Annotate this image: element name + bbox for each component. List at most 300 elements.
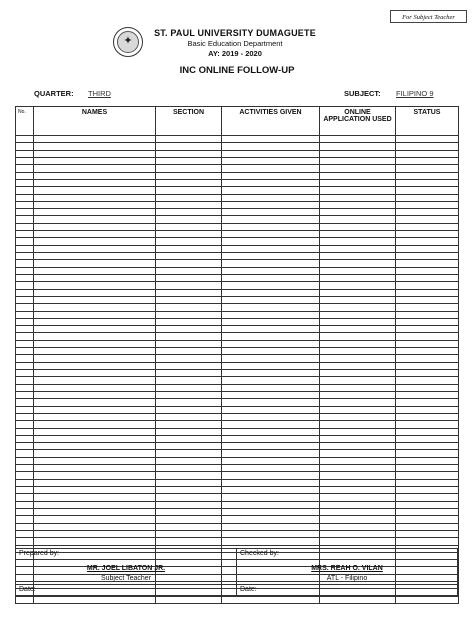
table-cell[interactable] xyxy=(222,136,320,143)
table-cell[interactable] xyxy=(34,216,156,223)
table-cell[interactable] xyxy=(156,172,222,179)
table-cell[interactable] xyxy=(320,516,396,523)
table-cell[interactable] xyxy=(34,406,156,413)
table-cell[interactable] xyxy=(396,253,459,260)
table-cell[interactable] xyxy=(320,487,396,494)
table-cell[interactable] xyxy=(16,370,34,377)
table-cell[interactable] xyxy=(156,355,222,362)
table-cell[interactable] xyxy=(16,516,34,523)
table-cell[interactable] xyxy=(320,399,396,406)
table-cell[interactable] xyxy=(16,362,34,369)
table-cell[interactable] xyxy=(156,304,222,311)
table-cell[interactable] xyxy=(16,318,34,325)
table-cell[interactable] xyxy=(320,421,396,428)
table-cell[interactable] xyxy=(156,201,222,208)
table-cell[interactable] xyxy=(320,260,396,267)
table-cell[interactable] xyxy=(222,253,320,260)
table-cell[interactable] xyxy=(16,596,34,603)
table-cell[interactable] xyxy=(156,479,222,486)
table-cell[interactable] xyxy=(156,143,222,150)
table-cell[interactable] xyxy=(34,465,156,472)
table-cell[interactable] xyxy=(222,377,320,384)
table-cell[interactable] xyxy=(222,179,320,186)
table-cell[interactable] xyxy=(222,245,320,252)
table-cell[interactable] xyxy=(320,311,396,318)
table-cell[interactable] xyxy=(396,362,459,369)
table-cell[interactable] xyxy=(34,377,156,384)
table-cell[interactable] xyxy=(396,487,459,494)
table-cell[interactable] xyxy=(34,318,156,325)
table-cell[interactable] xyxy=(16,223,34,230)
table-cell[interactable] xyxy=(396,384,459,391)
table-cell[interactable] xyxy=(396,340,459,347)
table-cell[interactable] xyxy=(34,508,156,515)
table-cell[interactable] xyxy=(16,172,34,179)
table-cell[interactable] xyxy=(320,450,396,457)
table-cell[interactable] xyxy=(34,370,156,377)
table-cell[interactable] xyxy=(320,194,396,201)
table-cell[interactable] xyxy=(156,311,222,318)
table-cell[interactable] xyxy=(222,238,320,245)
table-cell[interactable] xyxy=(34,253,156,260)
table-cell[interactable] xyxy=(34,179,156,186)
table-cell[interactable] xyxy=(156,267,222,274)
table-cell[interactable] xyxy=(320,435,396,442)
table-cell[interactable] xyxy=(222,267,320,274)
table-cell[interactable] xyxy=(34,333,156,340)
table-cell[interactable] xyxy=(320,370,396,377)
table-cell[interactable] xyxy=(396,274,459,281)
table-cell[interactable] xyxy=(222,391,320,398)
table-cell[interactable] xyxy=(16,282,34,289)
table-cell[interactable] xyxy=(222,413,320,420)
table-cell[interactable] xyxy=(222,406,320,413)
table-cell[interactable] xyxy=(156,523,222,530)
table-cell[interactable] xyxy=(34,472,156,479)
table-cell[interactable] xyxy=(222,479,320,486)
table-cell[interactable] xyxy=(156,421,222,428)
table-cell[interactable] xyxy=(320,231,396,238)
table-cell[interactable] xyxy=(156,450,222,457)
table-cell[interactable] xyxy=(156,494,222,501)
table-cell[interactable] xyxy=(16,406,34,413)
table-cell[interactable] xyxy=(16,231,34,238)
table-cell[interactable] xyxy=(16,421,34,428)
table-cell[interactable] xyxy=(16,194,34,201)
table-cell[interactable] xyxy=(156,370,222,377)
table-cell[interactable] xyxy=(34,450,156,457)
table-cell[interactable] xyxy=(16,508,34,515)
table-cell[interactable] xyxy=(156,289,222,296)
table-cell[interactable] xyxy=(34,238,156,245)
table-cell[interactable] xyxy=(222,523,320,530)
table-cell[interactable] xyxy=(156,157,222,164)
table-cell[interactable] xyxy=(16,274,34,281)
table-cell[interactable] xyxy=(34,165,156,172)
table-cell[interactable] xyxy=(320,443,396,450)
table-cell[interactable] xyxy=(396,326,459,333)
table-cell[interactable] xyxy=(320,326,396,333)
table-cell[interactable] xyxy=(396,143,459,150)
table-cell[interactable] xyxy=(320,318,396,325)
table-cell[interactable] xyxy=(320,596,396,603)
table-cell[interactable] xyxy=(156,326,222,333)
table-cell[interactable] xyxy=(156,428,222,435)
table-cell[interactable] xyxy=(396,172,459,179)
table-cell[interactable] xyxy=(222,194,320,201)
table-cell[interactable] xyxy=(16,238,34,245)
table-cell[interactable] xyxy=(320,377,396,384)
table-cell[interactable] xyxy=(34,523,156,530)
table-cell[interactable] xyxy=(320,479,396,486)
table-cell[interactable] xyxy=(156,282,222,289)
table-cell[interactable] xyxy=(320,179,396,186)
table-cell[interactable] xyxy=(320,289,396,296)
table-cell[interactable] xyxy=(222,421,320,428)
table-cell[interactable] xyxy=(16,304,34,311)
table-cell[interactable] xyxy=(156,150,222,157)
table-cell[interactable] xyxy=(222,157,320,164)
table-cell[interactable] xyxy=(320,165,396,172)
table-cell[interactable] xyxy=(156,216,222,223)
table-cell[interactable] xyxy=(222,209,320,216)
table-cell[interactable] xyxy=(156,231,222,238)
table-cell[interactable] xyxy=(156,538,222,545)
table-cell[interactable] xyxy=(222,399,320,406)
table-cell[interactable] xyxy=(34,538,156,545)
table-cell[interactable] xyxy=(222,355,320,362)
table-cell[interactable] xyxy=(16,399,34,406)
table-cell[interactable] xyxy=(396,231,459,238)
table-cell[interactable] xyxy=(222,530,320,537)
table-cell[interactable] xyxy=(222,428,320,435)
table-cell[interactable] xyxy=(156,165,222,172)
table-cell[interactable] xyxy=(222,296,320,303)
table-cell[interactable] xyxy=(16,245,34,252)
table-cell[interactable] xyxy=(320,508,396,515)
table-cell[interactable] xyxy=(320,457,396,464)
table-cell[interactable] xyxy=(34,245,156,252)
table-cell[interactable] xyxy=(222,187,320,194)
table-cell[interactable] xyxy=(16,501,34,508)
table-cell[interactable] xyxy=(396,494,459,501)
table-cell[interactable] xyxy=(16,494,34,501)
table-cell[interactable] xyxy=(156,362,222,369)
table-cell[interactable] xyxy=(396,596,459,603)
table-cell[interactable] xyxy=(222,362,320,369)
table-cell[interactable] xyxy=(34,136,156,143)
table-cell[interactable] xyxy=(156,296,222,303)
table-cell[interactable] xyxy=(222,333,320,340)
table-cell[interactable] xyxy=(34,209,156,216)
table-cell[interactable] xyxy=(222,304,320,311)
table-cell[interactable] xyxy=(222,508,320,515)
table-cell[interactable] xyxy=(396,333,459,340)
table-cell[interactable] xyxy=(396,472,459,479)
table-cell[interactable] xyxy=(156,340,222,347)
table-cell[interactable] xyxy=(16,443,34,450)
table-cell[interactable] xyxy=(396,223,459,230)
table-cell[interactable] xyxy=(396,150,459,157)
table-cell[interactable] xyxy=(396,187,459,194)
table-cell[interactable] xyxy=(156,260,222,267)
table-cell[interactable] xyxy=(222,231,320,238)
table-cell[interactable] xyxy=(320,136,396,143)
table-cell[interactable] xyxy=(222,457,320,464)
table-cell[interactable] xyxy=(34,194,156,201)
table-cell[interactable] xyxy=(16,538,34,545)
table-cell[interactable] xyxy=(396,413,459,420)
table-cell[interactable] xyxy=(320,523,396,530)
table-cell[interactable] xyxy=(320,413,396,420)
table-cell[interactable] xyxy=(34,413,156,420)
table-cell[interactable] xyxy=(34,187,156,194)
table-cell[interactable] xyxy=(16,435,34,442)
table-cell[interactable] xyxy=(320,494,396,501)
table-cell[interactable] xyxy=(396,179,459,186)
table-cell[interactable] xyxy=(156,194,222,201)
table-cell[interactable] xyxy=(396,501,459,508)
table-cell[interactable] xyxy=(222,340,320,347)
table-cell[interactable] xyxy=(34,355,156,362)
table-cell[interactable] xyxy=(320,538,396,545)
table-cell[interactable] xyxy=(320,150,396,157)
table-cell[interactable] xyxy=(222,311,320,318)
table-cell[interactable] xyxy=(320,348,396,355)
table-cell[interactable] xyxy=(156,377,222,384)
table-cell[interactable] xyxy=(222,494,320,501)
table-cell[interactable] xyxy=(320,501,396,508)
table-cell[interactable] xyxy=(320,157,396,164)
table-cell[interactable] xyxy=(320,253,396,260)
table-cell[interactable] xyxy=(222,274,320,281)
table-cell[interactable] xyxy=(156,406,222,413)
table-cell[interactable] xyxy=(396,238,459,245)
table-cell[interactable] xyxy=(222,450,320,457)
table-cell[interactable] xyxy=(34,399,156,406)
table-cell[interactable] xyxy=(320,465,396,472)
table-cell[interactable] xyxy=(16,450,34,457)
table-cell[interactable] xyxy=(16,479,34,486)
table-cell[interactable] xyxy=(156,487,222,494)
table-cell[interactable] xyxy=(156,223,222,230)
table-cell[interactable] xyxy=(34,494,156,501)
table-cell[interactable] xyxy=(16,296,34,303)
table-cell[interactable] xyxy=(156,465,222,472)
table-cell[interactable] xyxy=(156,457,222,464)
table-cell[interactable] xyxy=(34,150,156,157)
table-cell[interactable] xyxy=(34,326,156,333)
table-cell[interactable] xyxy=(156,472,222,479)
table-cell[interactable] xyxy=(396,216,459,223)
table-cell[interactable] xyxy=(396,428,459,435)
table-cell[interactable] xyxy=(396,399,459,406)
table-cell[interactable] xyxy=(16,289,34,296)
table-cell[interactable] xyxy=(34,391,156,398)
table-cell[interactable] xyxy=(396,165,459,172)
table-cell[interactable] xyxy=(34,443,156,450)
table-cell[interactable] xyxy=(222,348,320,355)
table-cell[interactable] xyxy=(320,143,396,150)
table-cell[interactable] xyxy=(34,282,156,289)
table-cell[interactable] xyxy=(320,406,396,413)
table-cell[interactable] xyxy=(396,516,459,523)
table-cell[interactable] xyxy=(16,487,34,494)
table-cell[interactable] xyxy=(396,267,459,274)
table-cell[interactable] xyxy=(396,421,459,428)
table-cell[interactable] xyxy=(320,355,396,362)
table-cell[interactable] xyxy=(34,421,156,428)
table-cell[interactable] xyxy=(320,333,396,340)
table-cell[interactable] xyxy=(222,384,320,391)
table-cell[interactable] xyxy=(320,384,396,391)
table-cell[interactable] xyxy=(396,282,459,289)
table-cell[interactable] xyxy=(320,238,396,245)
table-cell[interactable] xyxy=(396,194,459,201)
table-cell[interactable] xyxy=(320,391,396,398)
table-cell[interactable] xyxy=(16,136,34,143)
table-cell[interactable] xyxy=(320,340,396,347)
table-cell[interactable] xyxy=(396,523,459,530)
table-cell[interactable] xyxy=(156,516,222,523)
table-cell[interactable] xyxy=(34,201,156,208)
table-cell[interactable] xyxy=(320,296,396,303)
table-cell[interactable] xyxy=(16,523,34,530)
table-cell[interactable] xyxy=(16,465,34,472)
table-cell[interactable] xyxy=(396,530,459,537)
table-cell[interactable] xyxy=(222,172,320,179)
table-cell[interactable] xyxy=(16,333,34,340)
table-cell[interactable] xyxy=(320,223,396,230)
table-cell[interactable] xyxy=(34,157,156,164)
table-cell[interactable] xyxy=(396,296,459,303)
table-cell[interactable] xyxy=(16,209,34,216)
table-cell[interactable] xyxy=(396,465,459,472)
table-cell[interactable] xyxy=(16,413,34,420)
table-cell[interactable] xyxy=(222,326,320,333)
table-cell[interactable] xyxy=(16,348,34,355)
table-cell[interactable] xyxy=(16,267,34,274)
table-cell[interactable] xyxy=(396,391,459,398)
table-cell[interactable] xyxy=(34,289,156,296)
table-cell[interactable] xyxy=(16,179,34,186)
table-cell[interactable] xyxy=(156,443,222,450)
table-cell[interactable] xyxy=(396,370,459,377)
table-cell[interactable] xyxy=(222,318,320,325)
table-cell[interactable] xyxy=(320,472,396,479)
table-cell[interactable] xyxy=(16,187,34,194)
table-cell[interactable] xyxy=(156,508,222,515)
table-cell[interactable] xyxy=(222,435,320,442)
table-cell[interactable] xyxy=(34,384,156,391)
table-cell[interactable] xyxy=(34,479,156,486)
table-cell[interactable] xyxy=(222,150,320,157)
table-cell[interactable] xyxy=(222,443,320,450)
table-cell[interactable] xyxy=(396,435,459,442)
table-cell[interactable] xyxy=(16,143,34,150)
table-cell[interactable] xyxy=(222,516,320,523)
table-cell[interactable] xyxy=(156,253,222,260)
table-cell[interactable] xyxy=(156,333,222,340)
table-cell[interactable] xyxy=(16,165,34,172)
table-cell[interactable] xyxy=(16,311,34,318)
table-cell[interactable] xyxy=(396,245,459,252)
table-cell[interactable] xyxy=(16,428,34,435)
table-cell[interactable] xyxy=(222,223,320,230)
table-cell[interactable] xyxy=(34,362,156,369)
table-cell[interactable] xyxy=(396,201,459,208)
table-cell[interactable] xyxy=(16,340,34,347)
table-cell[interactable] xyxy=(34,530,156,537)
table-cell[interactable] xyxy=(320,245,396,252)
table-cell[interactable] xyxy=(320,428,396,435)
table-cell[interactable] xyxy=(16,377,34,384)
table-cell[interactable] xyxy=(34,231,156,238)
table-cell[interactable] xyxy=(222,143,320,150)
table-cell[interactable] xyxy=(16,384,34,391)
table-cell[interactable] xyxy=(396,311,459,318)
table-cell[interactable] xyxy=(222,165,320,172)
table-cell[interactable] xyxy=(16,391,34,398)
table-cell[interactable] xyxy=(320,201,396,208)
table-cell[interactable] xyxy=(34,457,156,464)
table-cell[interactable] xyxy=(222,289,320,296)
table-cell[interactable] xyxy=(222,487,320,494)
table-cell[interactable] xyxy=(16,457,34,464)
table-cell[interactable] xyxy=(156,187,222,194)
table-cell[interactable] xyxy=(396,443,459,450)
table-cell[interactable] xyxy=(34,487,156,494)
table-cell[interactable] xyxy=(156,530,222,537)
table-cell[interactable] xyxy=(222,370,320,377)
table-cell[interactable] xyxy=(396,508,459,515)
table-cell[interactable] xyxy=(16,253,34,260)
table-cell[interactable] xyxy=(34,340,156,347)
table-cell[interactable] xyxy=(16,355,34,362)
table-cell[interactable] xyxy=(16,201,34,208)
table-cell[interactable] xyxy=(156,209,222,216)
table-cell[interactable] xyxy=(320,267,396,274)
table-cell[interactable] xyxy=(34,348,156,355)
table-cell[interactable] xyxy=(396,304,459,311)
table-cell[interactable] xyxy=(320,187,396,194)
table-cell[interactable] xyxy=(396,260,459,267)
table-cell[interactable] xyxy=(34,516,156,523)
table-cell[interactable] xyxy=(156,413,222,420)
table-cell[interactable] xyxy=(222,201,320,208)
table-cell[interactable] xyxy=(320,530,396,537)
table-cell[interactable] xyxy=(34,274,156,281)
table-cell[interactable] xyxy=(34,296,156,303)
table-cell[interactable] xyxy=(34,435,156,442)
table-cell[interactable] xyxy=(320,304,396,311)
table-cell[interactable] xyxy=(34,311,156,318)
table-cell[interactable] xyxy=(156,348,222,355)
table-cell[interactable] xyxy=(396,318,459,325)
table-cell[interactable] xyxy=(396,289,459,296)
table-cell[interactable] xyxy=(156,384,222,391)
table-cell[interactable] xyxy=(396,348,459,355)
table-cell[interactable] xyxy=(396,479,459,486)
table-cell[interactable] xyxy=(320,274,396,281)
table-cell[interactable] xyxy=(34,260,156,267)
table-cell[interactable] xyxy=(34,304,156,311)
table-cell[interactable] xyxy=(156,238,222,245)
table-cell[interactable] xyxy=(396,457,459,464)
table-cell[interactable] xyxy=(222,216,320,223)
table-cell[interactable] xyxy=(320,282,396,289)
table-cell[interactable] xyxy=(16,472,34,479)
